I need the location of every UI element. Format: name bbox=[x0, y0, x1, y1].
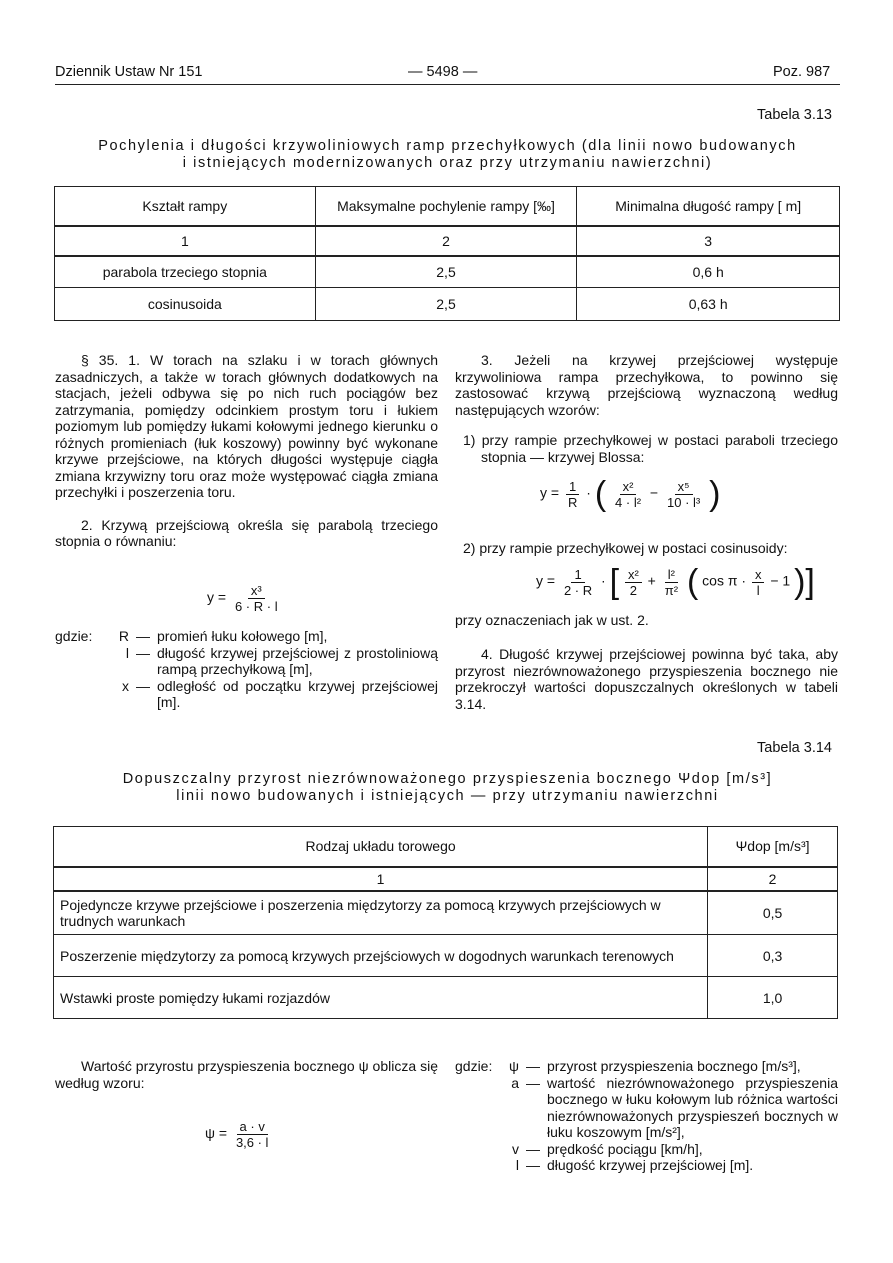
table1-number-cell: 2 bbox=[315, 226, 577, 256]
definition-text: wartość niezrównoważonego przyspieszenia bocznego w łuku kołowym lub różnica wartości niezrównoważonych przyspieszeń bocznych w łuku koszowym [m/s²], bbox=[547, 1074, 838, 1140]
cos-term: cos π · bbox=[702, 572, 747, 589]
fraction-numerator: x bbox=[752, 567, 765, 583]
fraction-denominator: π² bbox=[664, 582, 679, 598]
formula-fraction bbox=[561, 567, 595, 598]
fraction-denominator: R bbox=[567, 494, 578, 510]
table1-cell: cosinusoida bbox=[55, 288, 316, 321]
table2-cell: 0,3 bbox=[708, 935, 838, 977]
fraction-denominator: 4 · l² bbox=[615, 494, 642, 510]
close-paren: ) bbox=[794, 563, 806, 601]
gdzie-label-right: gdzie: bbox=[455, 1058, 493, 1074]
formula-lhs: ψ = bbox=[205, 1125, 228, 1142]
table2-cell: Pojedyncze krzywe przejściowe i poszerzenia międzytorzy za pomocą krzywych przejściowych w trudnych warunkach bbox=[54, 891, 708, 935]
formula-fraction bbox=[232, 583, 281, 614]
definition-item: l — długość krzywej przejściowej z prostoliniową rampą przechyłkową [m], bbox=[75, 645, 438, 678]
table1-cell: 0,63 h bbox=[577, 288, 840, 321]
definition-text: promień łuku kołowego [m], bbox=[157, 628, 328, 644]
paragraph-psi-wrap bbox=[55, 1058, 438, 1091]
table1-cell: 2,5 bbox=[315, 256, 577, 288]
fraction-numerator: l² bbox=[665, 567, 678, 583]
table-row bbox=[54, 891, 838, 935]
item-1: 1) przy rampie przechyłkowej w postaci paraboli trzeciego stopnia — krzywej Blossa: bbox=[463, 432, 838, 465]
table1-cell: 2,5 bbox=[315, 288, 577, 321]
table2-number-cell: 2 bbox=[708, 867, 838, 891]
definition-text: przyrost przyspieszenia bocznego [m/s³], bbox=[547, 1058, 801, 1074]
table2-number-cell: 1 bbox=[54, 867, 708, 891]
table2-cell: Poszerzenie międzytorzy za pomocą krzywych przejściowych w dogodnych warunkach terenowych bbox=[54, 935, 708, 977]
table2-title bbox=[40, 771, 855, 805]
note-text: przy oznaczeniach jak w ust. 2. bbox=[455, 612, 649, 628]
definition-symbol: l bbox=[515, 1157, 519, 1173]
formula-fraction bbox=[664, 479, 703, 510]
fraction-numerator: a · v bbox=[237, 1119, 268, 1135]
definition-text: odległość od początku krzywej przejściowej [m]. bbox=[157, 677, 438, 710]
definition-symbol: x bbox=[122, 677, 129, 694]
fraction-numerator: x⁵ bbox=[675, 479, 693, 495]
table2 bbox=[53, 826, 838, 1019]
fraction-numerator: x² bbox=[620, 479, 637, 495]
paragraph-35-3: 3. Jeżeli na krzywej przejściowej występuje krzywoliniowa rampa przechyłkowa, to powinno się zastosować krzywą przejściową wyznaczoną według następujących wzorów: bbox=[455, 352, 838, 418]
position-number: Poz. 987 bbox=[773, 64, 831, 80]
close-bracket: ] bbox=[805, 563, 815, 601]
definition-symbol: v bbox=[512, 1140, 519, 1157]
gdzie-label-left: gdzie: bbox=[55, 628, 93, 644]
table-row bbox=[54, 977, 838, 1019]
definition-item: l — długość krzywej przejściowej [m]. bbox=[465, 1157, 838, 1174]
open-paren: ( bbox=[594, 475, 607, 513]
formula-bloss: y = $\frac{1}{R}$ · ( $\frac{\text{x²}}{\text{4 · l²}}$ − $\frac{\text{x⁵}}{\text{10 · l³}}$ ) bbox=[540, 475, 721, 513]
formula-lhs: y = bbox=[540, 484, 560, 501]
item-2: 2) przy rampie przechyłkowej w postaci cosinusoidy: bbox=[463, 540, 788, 556]
fraction-denominator: 2 · R bbox=[563, 582, 593, 598]
table1-label: Tabela 3.13 bbox=[757, 107, 832, 123]
table2-header-cell: Ψdop [m/s³] bbox=[708, 827, 838, 867]
paragraph-35-2: 2. Krzywą przejściową określa się parabolą trzeciego stopnia o równaniu: bbox=[55, 516, 438, 549]
formula-lhs: y = bbox=[207, 589, 227, 606]
table2-cell: 1,0 bbox=[708, 977, 838, 1019]
definition-item: ψ — przyrost przyspieszenia bocznego [m/s³], bbox=[465, 1058, 838, 1075]
definition-text: długość krzywej przejściowej z prostoliniową rampą przechyłkową [m], bbox=[157, 644, 438, 677]
journal-title: Dziennik Ustaw Nr 151 bbox=[55, 64, 203, 80]
fraction-denominator: 10 · l³ bbox=[667, 494, 701, 510]
left-column bbox=[55, 352, 438, 550]
definitions-right bbox=[465, 1058, 838, 1174]
table1-cell: 0,6 h bbox=[577, 256, 840, 288]
definition-text: prędkość pociągu [km/h], bbox=[547, 1140, 703, 1157]
table-row bbox=[55, 288, 840, 321]
fraction-denominator: 3,6 · l bbox=[235, 1135, 269, 1150]
formula-fraction bbox=[233, 1119, 272, 1150]
definition-item: a — wartość niezrównoważonego przyspieszenia bocznego w łuku kołowym lub różnica wartości niezrównoważonych przyspieszeń bocznych w łuku koszowym [m/s²], bbox=[465, 1075, 838, 1141]
definition-symbol: l bbox=[125, 644, 129, 661]
formula-cosinusoid: y = $\frac{1}{2 \cdot R}$ · [ $\frac{\text{x²}}{2}$ + $\frac{\text{l²}}{\text{π²}}$ ( cos π · $\frac{x}{l}$ − 1 )] bbox=[536, 563, 815, 601]
table1-header-cell: Maksymalne pochylenie rampy [‰] bbox=[315, 187, 577, 226]
table-row bbox=[55, 256, 840, 288]
definition-symbol: a bbox=[511, 1074, 519, 1091]
fraction-denominator: 2 bbox=[629, 582, 637, 598]
open-bracket: [ bbox=[609, 563, 620, 601]
table1-number-cell: 1 bbox=[55, 226, 316, 256]
table1-title-line2: i istniejących modernizowanych oraz przy utrzymaniu nawierzchni) bbox=[182, 155, 713, 171]
definition-item: v — prędkość pociągu [km/h], bbox=[465, 1141, 838, 1158]
page-number: — 5498 — bbox=[408, 64, 478, 80]
open-paren: ( bbox=[686, 563, 699, 601]
table-row bbox=[54, 935, 838, 977]
definition-symbol: ψ bbox=[509, 1058, 519, 1074]
table2-title-line1: Dopuszczalny przyrost niezrównoważonego przyspieszenia bocznego Ψdop [m/s³] bbox=[122, 771, 773, 787]
table1-number-cell: 3 bbox=[577, 226, 840, 256]
paragraph-35-4: 4. Długość krzywej przejściowej powinna być taka, aby przyrost niezrównoważonego przyspieszenia bocznego nie przekroczył wartości dopuszczalnych określonych w tabeli 3.14. bbox=[455, 646, 838, 712]
paragraph-35-1: § 35. 1. W torach na szlaku i w torach głównych zasadniczych, a także w torach głównych dodatkowych na stacjach, jeżeli odbywa się po nich ruch pociągów bez zatrzymania, pomiędzy odcinkiem prostym toru i łukiem poziomym lub pomiędzy łukami kołowymi jednego kierunku o różnych promieniach (łuk koszowy) powinny być wykonane krzywe przejściowe, na których długości występuje ciągła zmiana krzywizny toru oraz może występować ciągła zmiana przechyłki i poszerzenia toru. bbox=[55, 352, 438, 500]
table1 bbox=[54, 186, 840, 321]
fraction-numerator: 1 bbox=[566, 479, 579, 495]
table2-label: Tabela 3.14 bbox=[757, 740, 832, 756]
formula-parabola bbox=[207, 583, 283, 614]
definition-item: x — odległość od początku krzywej przejściowej [m]. bbox=[75, 678, 438, 711]
close-paren: ) bbox=[709, 475, 721, 513]
formula-fraction bbox=[612, 479, 644, 510]
definition-symbol: R bbox=[118, 628, 129, 644]
table2-header-row bbox=[54, 827, 838, 867]
table1-header-row bbox=[55, 187, 840, 226]
fraction-numerator: 1 bbox=[571, 567, 584, 583]
formula-fraction bbox=[565, 479, 580, 510]
right-column bbox=[455, 352, 838, 465]
fraction-numerator: x³ bbox=[248, 583, 265, 599]
formula-psi bbox=[205, 1119, 273, 1150]
table2-number-row bbox=[54, 867, 838, 891]
tail-term: − 1 bbox=[770, 572, 791, 589]
header-rule bbox=[55, 84, 840, 85]
table1-header-cell: Minimalna długość rampy [ m] bbox=[577, 187, 840, 226]
formula-fraction bbox=[662, 567, 681, 598]
definitions-left bbox=[75, 628, 438, 711]
formula-fraction bbox=[752, 567, 765, 598]
table1-header-cell: Kształt rampy bbox=[55, 187, 316, 226]
table1-number-row bbox=[55, 226, 840, 256]
fraction-denominator: 6 · R · l bbox=[234, 599, 278, 614]
table2-cell: 0,5 bbox=[708, 891, 838, 935]
formula-lhs: y = bbox=[536, 572, 556, 589]
table1-title-line1: Pochylenia i długości krzywoliniowych ramp przechyłkowych (dla linii nowo budowanych bbox=[98, 138, 797, 154]
table2-cell: Wstawki proste pomiędzy łukami rozjazdów bbox=[54, 977, 708, 1019]
fraction-numerator: x² bbox=[625, 567, 642, 583]
definition-item: R — promień łuku kołowego [m], bbox=[75, 628, 438, 645]
table1-cell: parabola trzeciego stopnia bbox=[55, 256, 316, 288]
table1-title bbox=[40, 138, 855, 172]
table2-title-line2: linii nowo budowanych i istniejących — przy utrzymaniu nawierzchni bbox=[176, 788, 719, 804]
table2-header-cell: Rodzaj układu torowego bbox=[54, 827, 708, 867]
formula-fraction bbox=[625, 567, 642, 598]
fraction-denominator: l bbox=[756, 582, 760, 598]
paragraph-35-4-wrap bbox=[455, 646, 838, 712]
paragraph-psi: Wartość przyrostu przyspieszenia bocznego ψ oblicza się według wzoru: bbox=[55, 1058, 438, 1091]
definition-text: długość krzywej przejściowej [m]. bbox=[547, 1157, 754, 1173]
